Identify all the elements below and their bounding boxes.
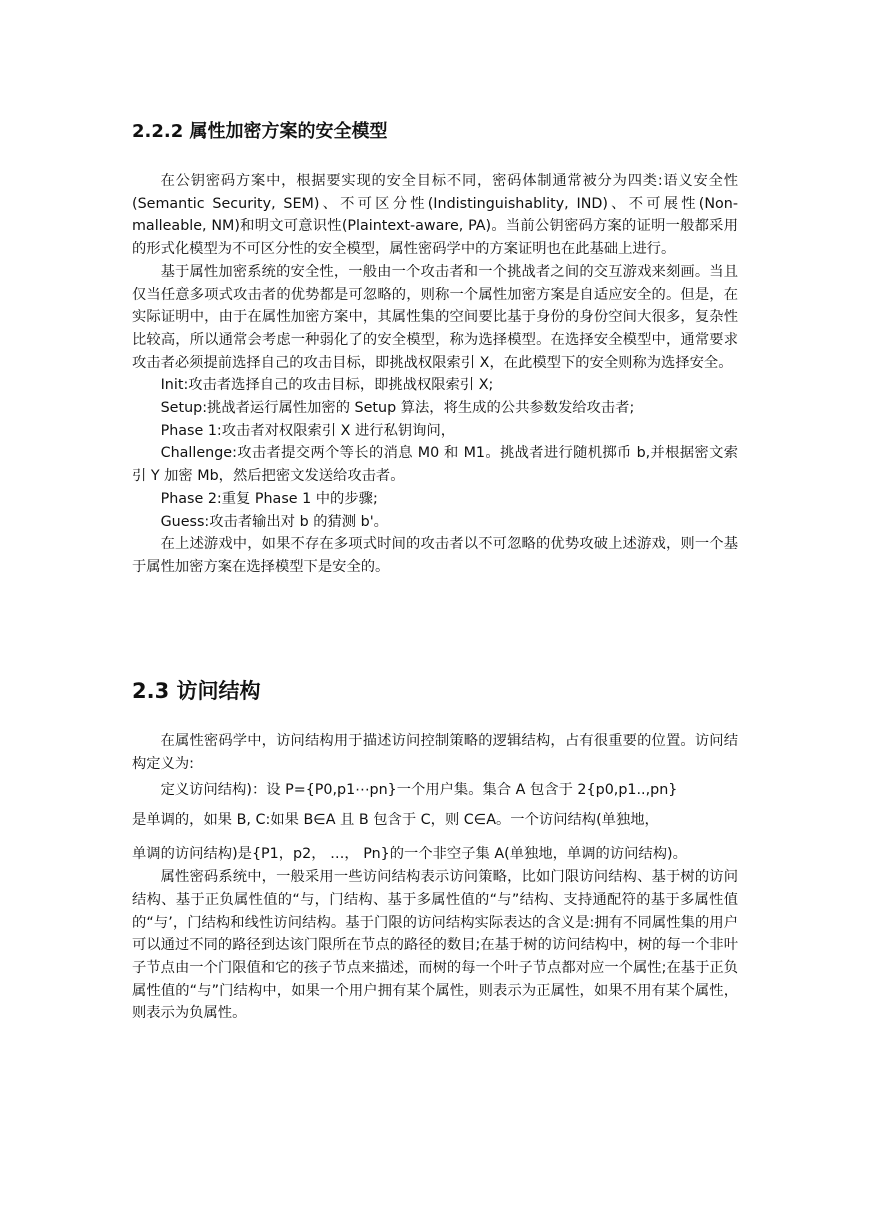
definition-line-3: 单调的访问结构)是{P1，p2， …， Pn}的一个非空子集 A(单独地，单调的访问结构)。 xyxy=(132,846,687,863)
paragraph-selective-model: 基于属性加密系统的安全性，一般由一个攻击者和一个挑战者之间的交互游戏来刻画。当且仅当任意多项式攻击者的优势都是可忽略的，则称一个属性加密方案是自适应安全的。但是，在实际证明中，由于在属性加密方案中，其属性集的空间要比基于身份的身份空间大很多，复杂性比较高，所以通常会考虑一种弱化了的安全模型，称为选择模型。在选择安全模型中，通常要求攻击者必须提前选择自己的攻击目标，即挑战权限索引 X，在此模型下的安全则称为选择安全。 xyxy=(132,263,738,371)
section-222-title: 2.2.2 属性加密方案的安全模型 xyxy=(132,121,388,142)
paragraph-game-conclusion: 在上述游戏中，如果不存在多项式时间的攻击者以不可忽略的优势攻破上述游戏，则一个基于属性加密方案在选择模型下是安全的。 xyxy=(132,536,738,575)
game-step-init: Init:攻击者选择自己的攻击目标，即挑战权限索引 X; xyxy=(160,377,494,394)
game-step-phase1: Phase 1:攻击者对权限索引 X 进行私钥询问， xyxy=(160,422,456,439)
section-222-body xyxy=(132,170,738,579)
game-step-challenge: Challenge:攻击者提交两个等长的消息 M0 和 M1。挑战者进行随机掷币 b,并根据密文索引 Y 加密 Mb，然后把密文发送给攻击者。 xyxy=(132,445,738,485)
paragraph-security-categories: 在公钥密码方案中，根据要实现的安全目标不同，密码体制通常被分为四类:语义安全性(Semantic Security, SEM)、不可区分性(Indistinguishablity, IND)、不可展性(Non-malleable, NM)和明文可意识性(Plaintext-aware, PA)。当前公钥密码方案的证明一般都采用的形式化模型为不可区分性的安全模型，属性密码学中的方案证明也在此基础上进行。 xyxy=(132,173,738,258)
game-step-setup: Setup:挑战者运行属性加密的 Setup 算法，将生成的公共参数发给攻击者; xyxy=(160,400,635,417)
game-step-phase2: Phase 2:重复 Phase 1 中的步骤; xyxy=(160,490,378,507)
paragraph-access-structure-intro: 在属性密码学中，访问结构用于描述访问控制策略的逻辑结构，占有很重要的位置。访问结构定义为: xyxy=(132,733,738,772)
paragraph-access-structure-types: 属性密码系统中，一般采用一些访问结构表示访问策略，比如门限访问结构、基于树的访问结构、基于正负属性值的“与，门结构、基于多属性值的“与”结构、支持通配符的基于多属性值的“与’，门结构和线性访问结构。基于门限的访问结构实际表达的含义是:拥有不同属性集的用户可以通过不同的路径到达该门限所在节点的路径的数目;在基于树的访问结构中，树的每一个非叶子节点由一个门限值和它的孩子节点来描述，而树的每一个叶子节点都对应一个属性;在基于正负属性值的“与”门结构中，如果一个用户拥有某个属性，则表示为正属性，如果不用有某个属性，则表示为负属性。 xyxy=(132,869,738,1022)
definition-line-2: 是单调的，如果 B, C:如果 B∈A 且 B 包含于 C，则 C∈A。一个访问结构(单独地， xyxy=(132,812,659,829)
section-23-title: 2.3 访问结构 xyxy=(132,679,261,703)
definition-line-1: 定义访问结构)：设 P={P0,p1⋯pn}一个用户集。集合 A 包含于 2{p0,p1..,pn} xyxy=(160,782,678,799)
section-23-body xyxy=(132,730,738,1025)
game-step-guess: Guess:攻击者输出对 b 的猜测 b'。 xyxy=(160,513,388,530)
